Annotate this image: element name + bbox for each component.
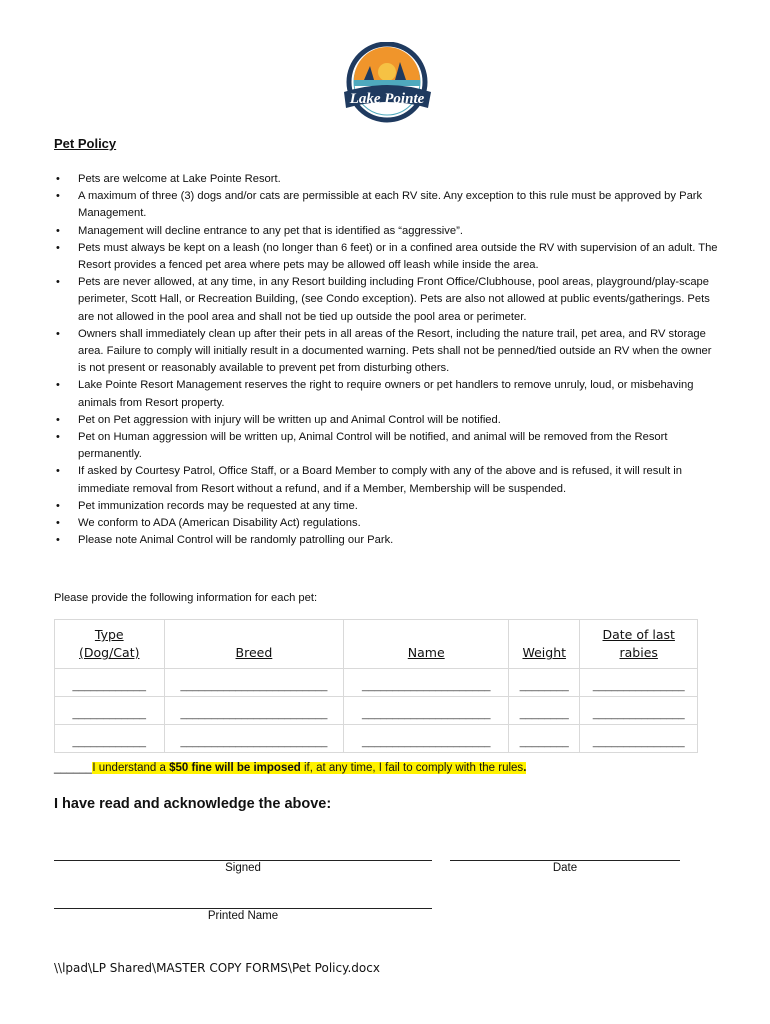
rule-item: • We conform to ADA (American Disability Act) regulations. <box>54 515 719 532</box>
name-field[interactable]: _____________________ <box>344 697 509 725</box>
rule-item: • Pet immunization records may be requested at any time. <box>54 498 719 515</box>
pet-info-prompt: Please provide the following information for each pet: <box>54 592 318 604</box>
rule-item: • Please note Animal Control will be randomly patrolling our Park. <box>54 532 719 549</box>
header-rabies-date: Date of last rabies <box>580 620 698 669</box>
signature-line[interactable] <box>54 860 432 861</box>
rule-item: • A maximum of three (3) dogs and/or cats are permissible at each RV site. Any exception to this rule must be approved by Park Management. <box>54 188 719 222</box>
name-field[interactable]: _____________________ <box>344 725 509 753</box>
table-row <box>55 697 698 725</box>
type-field[interactable]: ____________ <box>55 725 165 753</box>
rabies-date-field[interactable]: _______________ <box>580 725 698 753</box>
rabies-date-field[interactable]: _______________ <box>580 669 698 697</box>
fine-acknowledgement: ______I understand a $50 fine will be imposed if, at any time, I fail to comply with the rules. <box>54 762 527 774</box>
fine-amount: $50 fine will be imposed <box>169 762 301 774</box>
date-line[interactable] <box>450 860 680 861</box>
rule-item: • Lake Pointe Resort Management reserves the right to require owners or pet handlers to remove unruly, loud, or misbehaving animals from Resort property. <box>54 377 719 411</box>
breed-field[interactable]: ________________________ <box>164 697 344 725</box>
header-type: Type (Dog/Cat) <box>55 620 165 669</box>
printed-name-label: Printed Name <box>207 910 279 922</box>
rule-item: • If asked by Courtesy Patrol, Office Staff, or a Board Member to comply with any of the above and is refused, it will result in immediate removal from Resort without a refund, and if a Member, Membership will be suspended. <box>54 463 719 497</box>
header-breed: Breed <box>164 620 344 669</box>
weight-field[interactable]: ________ <box>509 697 580 725</box>
rule-item: • Management will decline entrance to any pet that is identified as “aggressive”. <box>54 223 719 240</box>
weight-field[interactable]: ________ <box>509 669 580 697</box>
rule-item: • Pet on Pet aggression with injury will be written up and Animal Control will be notified. <box>54 412 719 429</box>
rule-item: • Pets must always be kept on a leash (no longer than 6 feet) or in a confined area outside the RV with supervision of an adult. The Resort provides a fenced pet area where pets may be allowed off leash while inside the area. <box>54 240 719 274</box>
rule-item: • Owners shall immediately clean up after their pets in all areas of the Resort, including the nature trail, pet area, and RV storage area. Failure to comply will initially result in a documented warning. Pets shall not be penned/tied outside an RV when the owner is not present or reasonably available to prevent pet from disturbing others. <box>54 326 719 378</box>
name-field[interactable]: _____________________ <box>344 669 509 697</box>
date-label: Date <box>552 862 578 874</box>
type-field[interactable]: ____________ <box>55 669 165 697</box>
rabies-date-field[interactable]: _______________ <box>580 697 698 725</box>
acknowledge-heading: I have read and acknowledge the above: <box>54 796 332 812</box>
printed-name-line[interactable] <box>54 908 432 909</box>
header-name: Name <box>344 620 509 669</box>
lake-pointe-logo <box>340 42 435 132</box>
rule-item: • Pets are welcome at Lake Pointe Resort. <box>54 171 719 188</box>
breed-field[interactable]: ________________________ <box>164 725 344 753</box>
table-row <box>55 725 698 753</box>
table-row <box>55 669 698 697</box>
breed-field[interactable]: ________________________ <box>164 669 344 697</box>
weight-field[interactable]: ________ <box>509 725 580 753</box>
header-weight: Weight <box>509 620 580 669</box>
pet-rules-list <box>54 171 719 549</box>
initials-blank[interactable]: ______ <box>54 762 93 774</box>
file-path-footer: \\lpad\LP Shared\MASTER COPY FORMS\Pet Policy.docx <box>54 961 380 975</box>
svg-text:Lake Pointe: Lake Pointe <box>349 91 425 107</box>
type-field[interactable]: ____________ <box>55 697 165 725</box>
signed-label: Signed <box>225 862 261 874</box>
pet-info-table <box>54 619 698 753</box>
rule-item: • Pet on Human aggression will be written up, Animal Control will be notified, and animal will be removed from the Resort permanently. <box>54 429 719 463</box>
page-title: Pet Policy <box>54 136 117 151</box>
rule-item: • Pets are never allowed, at any time, in any Resort building including Front Office/Clubhouse, pool areas, playground/play-scape perimeter, Scott Hall, or Recreation Building, (see Condo exception). Pets are also not allowed at public events/gatherings. Pets are not allowed in the pool area and shall not be tied up outside the pool area or perimeter. <box>54 274 719 326</box>
